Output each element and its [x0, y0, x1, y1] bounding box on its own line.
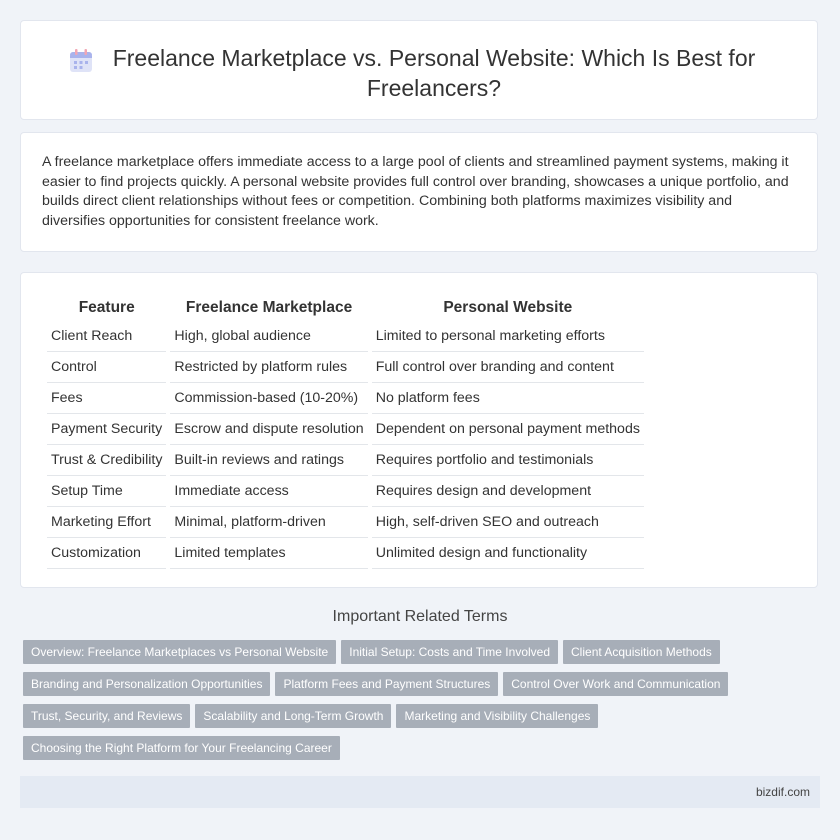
cell-personal-website: Requires portfolio and testimonials	[372, 445, 644, 476]
related-tag[interactable]: Branding and Personalization Opportunities	[23, 672, 270, 696]
summary-card	[20, 132, 818, 252]
cell-personal-website: Limited to personal marketing efforts	[372, 321, 644, 352]
table-row	[47, 321, 644, 352]
related-tag[interactable]: Control Over Work and Communication	[503, 672, 728, 696]
table-header-row	[47, 295, 644, 321]
cell-personal-website: No platform fees	[372, 383, 644, 414]
header-feature: Feature	[78, 299, 135, 316]
related-tag[interactable]: Choosing the Right Platform for Your Freelancing Career	[23, 736, 340, 760]
related-terms-list	[23, 640, 813, 768]
footer-site-link[interactable]: bizdif.com	[755, 785, 810, 799]
cell-feature: Trust & Credibility	[47, 445, 166, 476]
related-tag[interactable]: Overview: Freelance Marketplaces vs Personal Website	[23, 640, 336, 664]
related-tag[interactable]: Trust, Security, and Reviews	[23, 704, 190, 728]
table-row	[47, 476, 644, 507]
cell-marketplace: Restricted by platform rules	[170, 352, 367, 383]
table-row	[47, 507, 644, 538]
cell-marketplace: Limited templates	[170, 538, 367, 569]
comparison-card	[20, 272, 818, 588]
related-tag[interactable]: Marketing and Visibility Challenges	[396, 704, 598, 728]
cell-personal-website: Full control over branding and content	[372, 352, 644, 383]
cell-feature: Customization	[47, 538, 166, 569]
related-tag[interactable]: Initial Setup: Costs and Time Involved	[341, 640, 558, 664]
related-tag[interactable]: Scalability and Long-Term Growth	[195, 704, 391, 728]
page-title: Freelance Marketplace vs. Personal Website: Which Is Best for Freelancers?	[112, 45, 756, 101]
summary-text: A freelance marketplace offers immediate access to a large pool of clients and streamlined payment systems, making it easier to find projects quickly. A personal website provides full control over branding, showcases a unique portfolio, and builds direct client relationships without fees or competition. Combining both platforms maximizes visibility and diversifies opportunities for consistent freelance work.	[42, 154, 789, 229]
cell-personal-website: Requires design and development	[372, 476, 644, 507]
cell-marketplace: Immediate access	[170, 476, 367, 507]
cell-feature: Control	[47, 352, 166, 383]
cell-personal-website: Unlimited design and functionality	[372, 538, 644, 569]
related-tag[interactable]: Client Acquisition Methods	[563, 640, 720, 664]
header-personal-website: Personal Website	[443, 299, 573, 316]
related-tag[interactable]: Platform Fees and Payment Structures	[275, 672, 498, 696]
cell-feature: Setup Time	[47, 476, 166, 507]
cell-marketplace: Minimal, platform-driven	[170, 507, 367, 538]
header-marketplace: Freelance Marketplace	[185, 299, 353, 316]
cell-personal-website: High, self-driven SEO and outreach	[372, 507, 644, 538]
cell-feature: Payment Security	[47, 414, 166, 445]
cell-feature: Client Reach	[47, 321, 166, 352]
cell-marketplace: Escrow and dispute resolution	[170, 414, 367, 445]
table-row	[47, 445, 644, 476]
footer	[20, 776, 820, 808]
table-row	[47, 414, 644, 445]
cell-marketplace: High, global audience	[170, 321, 367, 352]
cell-feature: Marketing Effort	[47, 507, 166, 538]
cell-marketplace: Commission-based (10-20%)	[170, 383, 367, 414]
table-row	[47, 352, 644, 383]
comparison-table	[43, 295, 648, 569]
related-terms-heading: Important Related Terms	[332, 608, 508, 625]
cell-feature: Fees	[47, 383, 166, 414]
table-row	[47, 538, 644, 569]
table-row	[47, 383, 644, 414]
cell-personal-website: Dependent on personal payment methods	[372, 414, 644, 445]
cell-marketplace: Built-in reviews and ratings	[170, 445, 367, 476]
title-card	[20, 20, 818, 120]
